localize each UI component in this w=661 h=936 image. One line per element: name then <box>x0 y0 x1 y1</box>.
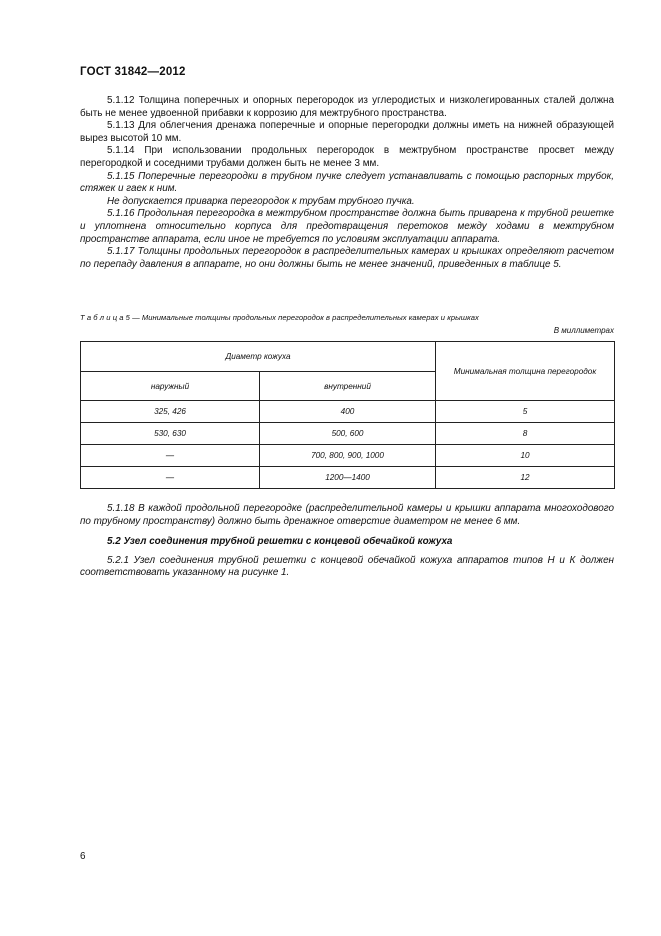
paragraph-5-1-14: 5.1.14 При использовании продольных перегородок в межтрубном пространстве просвет между перегородкой и соседними трубами должен быть не менее 3 мм. <box>80 145 614 169</box>
page-number: 6 <box>80 851 86 862</box>
paragraph-5-1-16: 5.1.16 Продольная перегородка в межтрубном пространстве должна быть приварена к трубной решетке и уплотнена относительно корпуса для предотвращения перетоков между ходами в межтрубном пространстве аппарата, если иное не требуется по условиям эксплуатации аппарата. <box>80 208 614 245</box>
cell-thickness: 5 <box>436 401 615 423</box>
after-table-text <box>80 503 614 580</box>
table-row <box>81 445 615 467</box>
header-diameter: Диаметр кожуха <box>81 342 436 372</box>
thickness-table <box>80 341 615 489</box>
paragraph-5-1-18: 5.1.18 В каждой продольной перегородке (распределительной камеры и крышки аппарата многоходового по трубному пространству) должно быть дренажное отверстие диаметром не менее 6 мм. <box>80 503 614 527</box>
section-title-5-2: 5.2 Узел соединения трубной решетки с концевой обечайкой кожуха <box>107 536 453 548</box>
table-units: В миллиметрах <box>553 326 614 335</box>
header-min-thickness: Минимальная толщина перегородок <box>436 342 615 401</box>
paragraph-5-2-1: 5.2.1 Узел соединения трубной решетки с концевой обечайкой кожуха аппаратов типов Н и К должен соответствовать указанному на рисунке 1. <box>80 554 614 579</box>
cell-inner: 400 <box>260 401 436 423</box>
cell-thickness: 8 <box>436 423 615 445</box>
cell-inner: 1200—1400 <box>260 467 436 489</box>
paragraph-5-1-15: 5.1.15 Поперечные перегородки в трубном пучке следует устанавливать с помощью распорных трубок, стяжек и гаек к ним. <box>80 170 614 195</box>
cell-inner: 700, 800, 900, 1000 <box>260 445 436 467</box>
cell-outer: — <box>81 467 260 489</box>
cell-outer: — <box>81 445 260 467</box>
document-header: ГОСТ 31842—2012 <box>80 66 186 78</box>
paragraph-5-1-15-note: Не допускается приварка перегородок к трубам трубного пучка. <box>107 195 415 207</box>
table-row <box>81 423 615 445</box>
cell-thickness: 10 <box>436 445 615 467</box>
header-inner: внутренний <box>260 372 436 401</box>
cell-outer: 530, 630 <box>81 423 260 445</box>
cell-inner: 500, 600 <box>260 423 436 445</box>
paragraph-5-1-13: 5.1.13 Для облегчения дренажа поперечные и опорные перегородки должны иметь на нижней образующей вырез высотой 10 мм. <box>80 120 614 144</box>
cell-thickness: 12 <box>436 467 615 489</box>
cell-outer: 325, 426 <box>81 401 260 423</box>
table-row <box>81 401 615 423</box>
paragraph-5-1-12: 5.1.12 Толщина поперечных и опорных перегородок из углеродистых и низколегированных сталей должна быть не менее удвоенной прибавки к коррозию для межтрубного пространства. <box>80 95 614 119</box>
header-outer: наружный <box>81 372 260 401</box>
table-row <box>81 467 615 489</box>
table-caption: Т а б л и ц а 5 — Минимальные толщины продольных перегородок в распределительных камерах и крышках <box>80 313 479 322</box>
body-text <box>80 95 614 271</box>
paragraph-5-1-17: 5.1.17 Толщины продольных перегородок в распределительных камерах и крышках определяют расчетом по перепаду давления в аппарате, но они должны быть не менее значений, приведенных в таблице 5. <box>80 246 614 270</box>
